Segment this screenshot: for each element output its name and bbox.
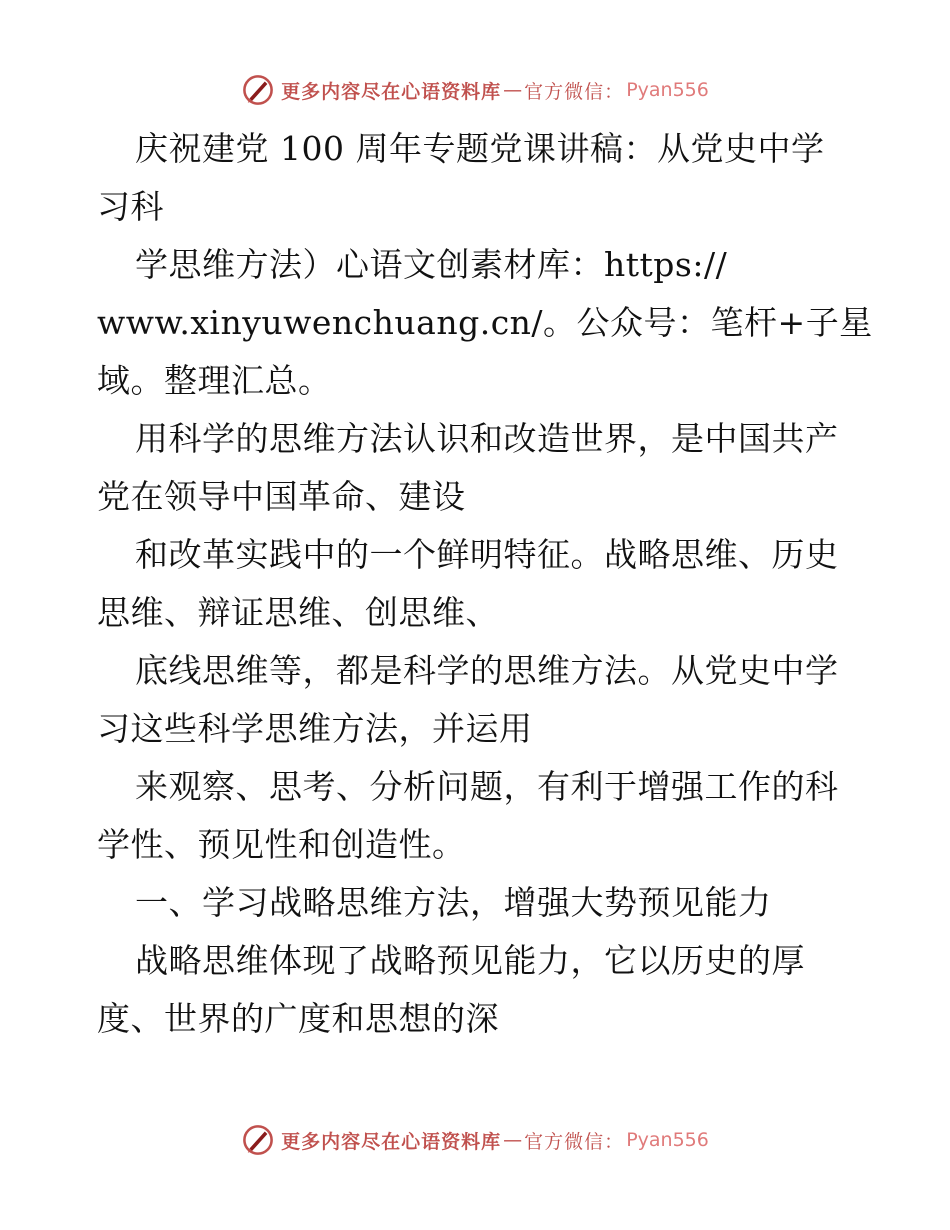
text-line: 党在领导中国革命、建设 [97, 477, 466, 516]
text-line: 域。整理汇总。 [97, 361, 332, 400]
banner-dash: — [503, 79, 523, 101]
text-line: 用科学的思维方法认识和改造世界，是中国共产 [135, 419, 839, 458]
banner-dash: — [503, 1129, 523, 1151]
text-line: 庆祝建党 100 周年专题党课讲稿：从党史中学 [135, 129, 825, 168]
text-line: 来观察、思考、分析问题，有利于增强工作的科 [135, 767, 839, 806]
text-line: 一、学习战略思维方法，增强大势预见能力 [135, 883, 772, 922]
document-body [97, 120, 887, 1048]
pen-logo-icon [241, 1123, 275, 1157]
text-line: 思维、辩证思维、创思维、 [97, 593, 499, 632]
banner-official: 官方微信： [524, 80, 625, 103]
pen-logo-icon [241, 73, 275, 107]
header-banner [0, 70, 950, 110]
banner-brand: 更多内容尽在心语资料库 [281, 80, 502, 103]
banner-official: 官方微信： [524, 1130, 625, 1153]
banner-brand: 更多内容尽在心语资料库 [281, 1130, 502, 1153]
banner-wechat-id: Pyan556 [626, 1129, 709, 1151]
text-line: 习科 [97, 187, 164, 226]
text-line: www.xinyuwenchuang.cn/。公众号：笔杆+子星 [97, 303, 873, 342]
text-line: 度、世界的广度和思想的深 [97, 999, 499, 1038]
text-line: 底线思维等，都是科学的思维方法。从党史中学 [135, 651, 839, 690]
text-line: 学思维方法）心语文创素材库：https:// [135, 245, 728, 284]
text-line: 习这些科学思维方法，并运用 [97, 709, 533, 748]
text-line: 战略思维体现了战略预见能力，它以历史的厚 [135, 941, 805, 980]
footer-banner [0, 1120, 950, 1160]
text-line: 和改革实践中的一个鲜明特征。战略思维、历史 [135, 535, 839, 574]
text-line: 学性、预见性和创造性。 [97, 825, 466, 864]
banner-wechat-id: Pyan556 [626, 79, 709, 101]
